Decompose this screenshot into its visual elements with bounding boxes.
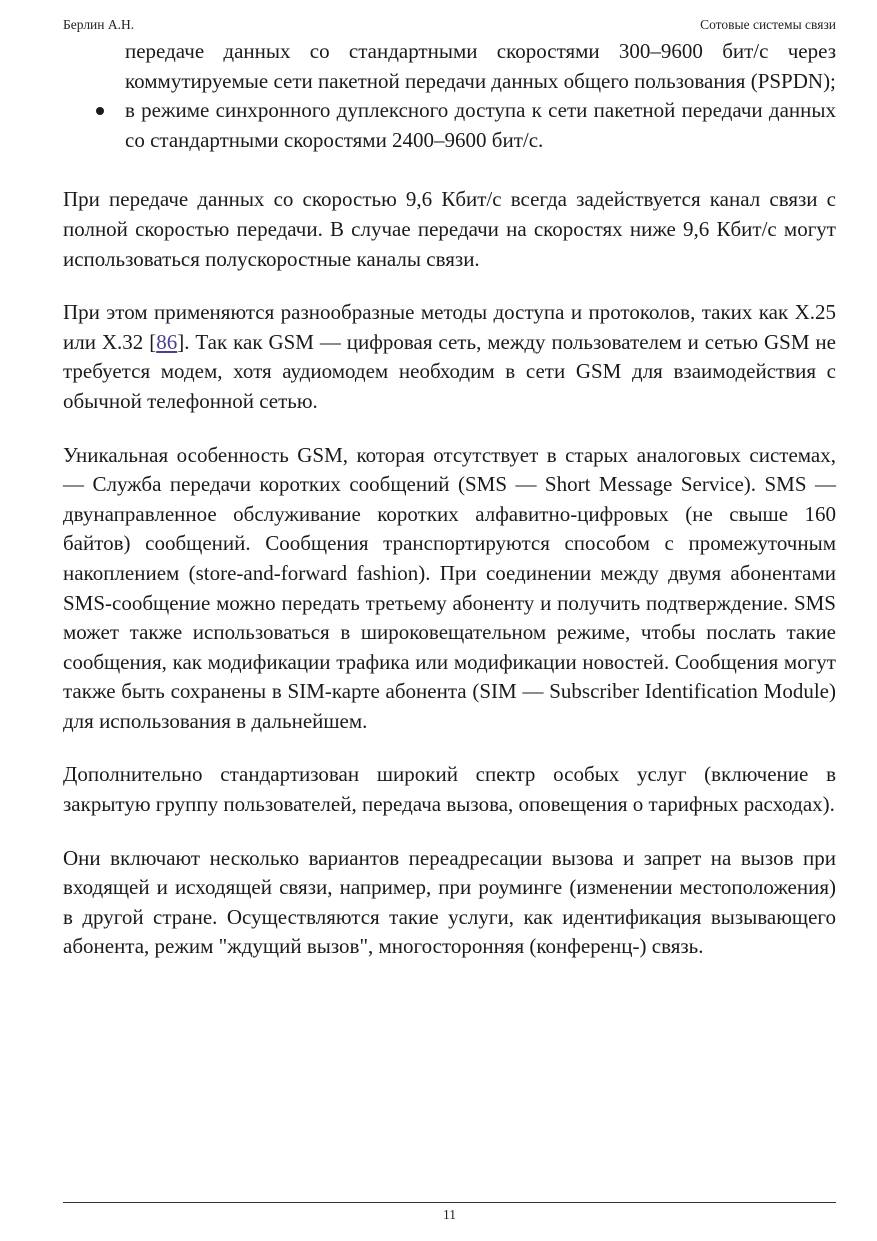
paragraph-1: При передаче данных со скоростью 9,6 Кбит/с всегда задействуется канал связи с полной скоростью передачи. В случае передачи на скоростях ниже 9,6 Кбит/с могут использоваться полускоростные каналы связи.: [63, 187, 836, 271]
header-title: Сотовые системы связи: [700, 17, 836, 32]
page-body: [63, 37, 836, 962]
paragraph-5: Они включают несколько вариантов переадресации вызова и запрет на вызов при входящей и исходящей связи, например, при роуминге (изменении местоположения) в другой стране. Осуществляются такие услуги, как идентификация вызывающего абонента, режим "ждущий вызов", многосторонняя (конференц-) связь.: [63, 845, 836, 959]
citation-link[interactable]: 86: [156, 329, 178, 354]
footer-divider: [63, 1202, 836, 1203]
paragraph-4: Дополнительно стандартизован широкий спектр особых услуг (включение в закрытую группу пользователей, передача вызова, оповещения о тарифных расходах).: [63, 762, 836, 817]
page-number: 11: [443, 1207, 456, 1222]
paragraph-2: [63, 298, 836, 416]
paragraph-2-text-after: ]. Так как GSM — цифровая сеть, между пользователем и сетью GSM не требуется модем, хотя аудиомодем необходим в сети GSM для взаимодействия с обычной телефонной сетью.: [63, 329, 836, 413]
list-item: [125, 96, 836, 155]
page-footer: [63, 1202, 836, 1223]
list-item-text: в режиме синхронного дуплексного доступа к сети пакетной передачи данных со стандартными скоростями 2400–9600 бит/с.: [125, 98, 836, 152]
header-author: Берлин А.Н.: [63, 17, 135, 32]
bullet-icon: [96, 107, 104, 115]
paragraph-2-text-before: При этом применяются разнообразные методы доступа и протоколов, таких как X.25 или X.32 [: [63, 300, 836, 354]
paragraph-3: Уникальная особенность GSM, которая отсутствует в старых аналоговых системах, — Служба передачи коротких сообщений (SMS — Short Message Service). SMS — двунаправленное обслуживание коротких алфавитно-цифровых (не свыше 160 байтов) сообщений. Сообщения транспортируются способом с промежуточным накоплением (store-and-forward fashion). При соединении между двумя абонентами SMS-сообщение можно передать третьему абоненту и получить подтверждение. SMS может также использоваться в широковещательном режиме, чтобы послать такие сообщения, как модификации трафика или модификации новостей. Сообщения могут также быть сохранены в SIM-карте абонента (SIM — Subscriber Identification Module) для использования в дальнейшем.: [63, 442, 836, 733]
running-header: [63, 16, 836, 34]
list-item-continuation: передаче данных со стандартными скоростями 300–9600 бит/с через коммутируемые сети пакетной передачи данных общего пользования (PSPDN);: [125, 39, 836, 93]
